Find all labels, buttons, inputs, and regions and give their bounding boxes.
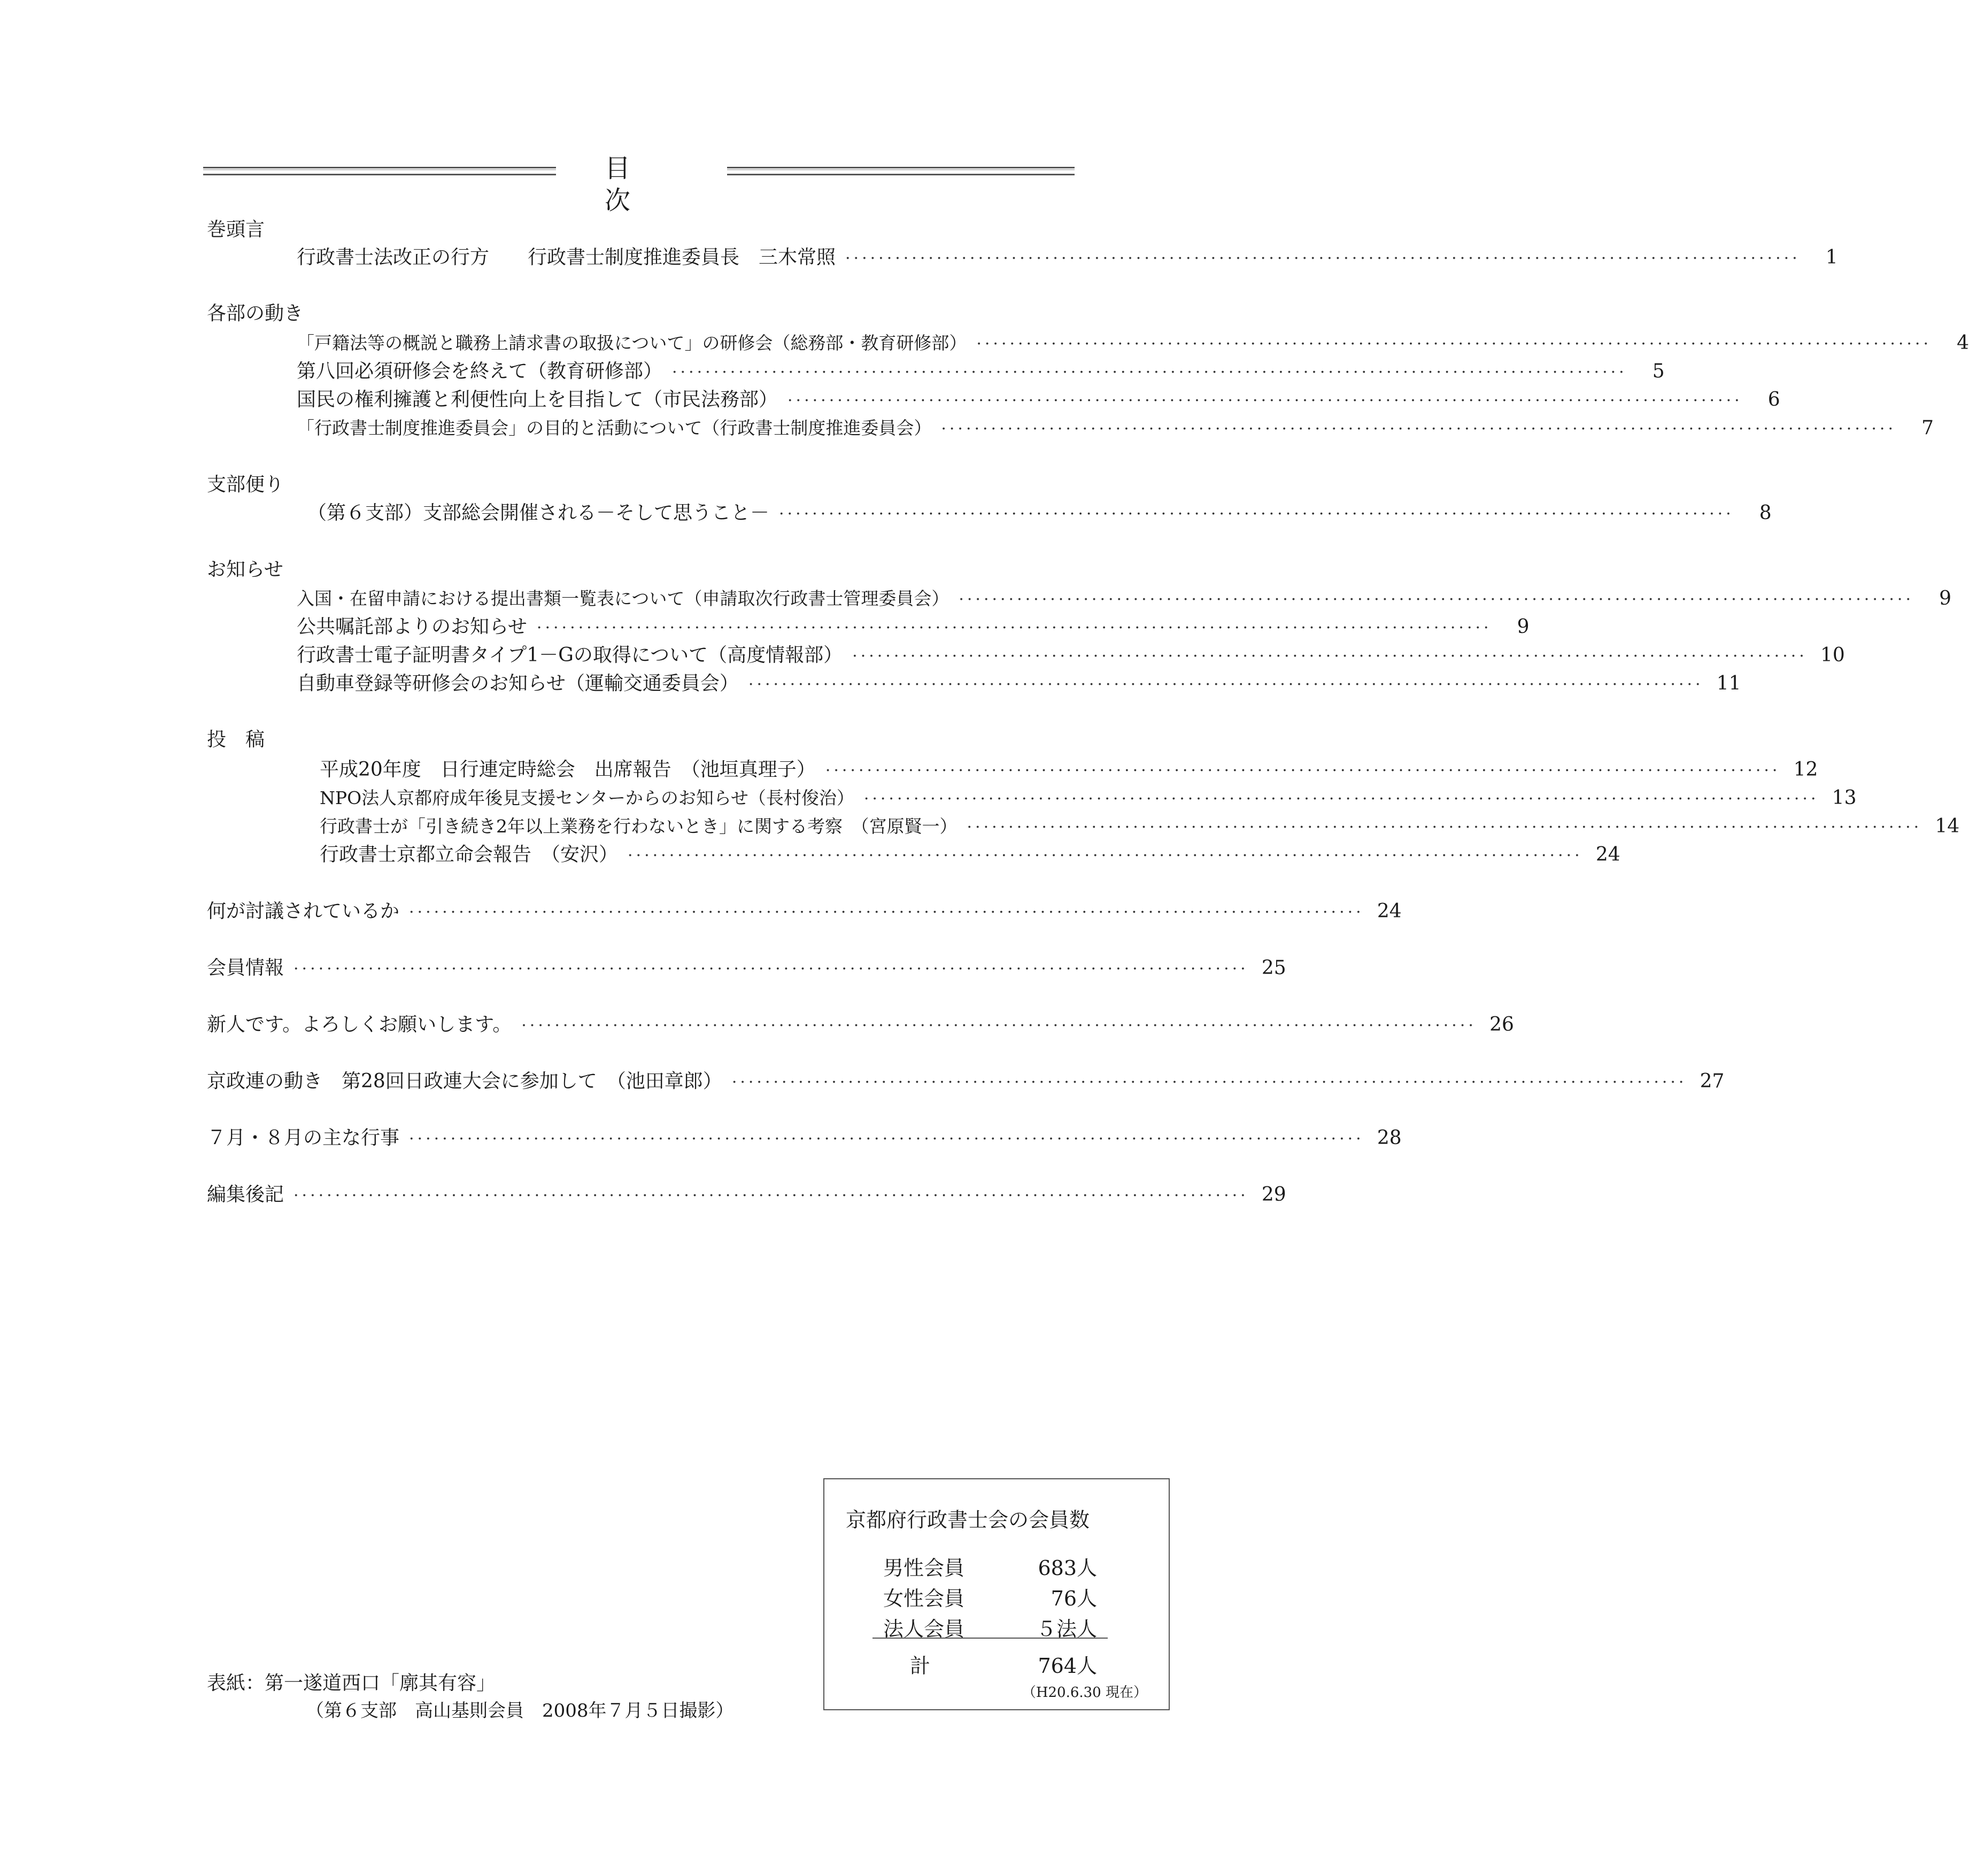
toc-entry[interactable] [297,416,1934,441]
toc-entry-page: 6 [1767,389,1780,411]
toc-entry[interactable] [320,786,1857,811]
toc-entry[interactable] [320,815,1960,839]
toc-entry-page: 4 [1957,332,1969,354]
member-row-value: ５法人 [1036,1617,1097,1641]
toc-entry-label: 行政書士電子証明書タイプ1－Gの取得について（高度情報部） [297,644,843,666]
toc-entry-page: 10 [1820,644,1845,666]
toc-entry[interactable] [297,331,1969,356]
toc-entry-label: NPO法人京都府成年後見支援センターからのお知らせ（長村俊治） [320,788,854,808]
toc-entry-label: 何が討議されているか [207,900,400,922]
member-row-label: 男性会員 [883,1556,965,1580]
toc-entry-page: 9 [1517,616,1530,638]
toc-entry-page: 14 [1935,815,1960,837]
toc-entry[interactable] [297,587,1951,612]
member-row [883,1551,1097,1581]
section-title: 投 稿 [207,729,265,751]
leader-dots: ··················································································································· [959,590,1914,609]
toc-entry-label: 国民の権利擁護と利便性向上を目指して（市民法務部） [297,389,778,411]
toc-entry-label: 第八回必須研修会を終えて（教育研修部） [297,360,663,382]
leader-dots: ··················································································································· [852,647,1808,666]
toc-entry-page: 1 [1825,246,1838,268]
member-count-title: 京都府行政書士会の会員数 [846,1508,1090,1532]
leader-dots: ··················································································································· [748,675,1704,694]
toc-entry-page: 24 [1595,844,1620,866]
toc-entry-label: ７月・８月の主な行事 [207,1127,400,1149]
section-title: 支部便り [207,474,284,496]
toc-entry-page: 25 [1261,957,1286,979]
leader-dots: ··················································································································· [672,363,1627,382]
toc-entry[interactable] [207,956,1286,981]
toc-entry-label: 行政書士京都立命会報告 （安沢） [320,844,619,866]
toc-entry-label: 会員情報 [207,957,284,979]
toc-entry[interactable] [207,1070,1725,1094]
leader-dots: ··················································································································· [409,903,1364,922]
leader-dots: ··················································································································· [787,391,1743,410]
toc-entry-label: 「戸籍法等の概説と職務上請求書の取扱について」の研修会（総務部・教育研修部） [297,333,967,353]
toc-entry[interactable] [207,1126,1402,1151]
toc-entry-label: 編集後記 [207,1184,284,1206]
heading-rule-right [727,167,1075,175]
toc-entry[interactable] [207,1013,1514,1038]
toc-entry[interactable] [320,843,1620,868]
leader-dots: ··················································································································· [294,1186,1249,1205]
toc-entry[interactable] [307,501,1772,526]
toc-entry[interactable] [297,388,1780,413]
toc-entry-label: 公共嘱託部よりのお知らせ [297,616,527,638]
member-row-value: 683人 [1038,1556,1097,1580]
leader-dots: ··················································································································· [825,761,1781,780]
toc-entry-page: 11 [1716,673,1741,694]
member-row-value: 76人 [1051,1587,1097,1610]
toc-entry[interactable] [320,758,1818,783]
toc-entry[interactable] [297,615,1530,640]
toc-entry-page: 9 [1939,588,1951,609]
toc-entry-label: 京政連の動き 第28回日政連大会に参加して （池田章郎） [207,1070,722,1092]
toc-entry-label: 入国・在留申請における提出書類一覧表について（申請取次行政書士管理委員会） [297,588,949,609]
toc-entry-label: 自動車登録等研修会のお知らせ（運輸交通委員会） [297,673,739,694]
leader-dots: ··················································································································· [628,846,1583,865]
leader-dots: ··················································································································· [845,249,1801,268]
member-row-label: 女性会員 [883,1587,965,1610]
total-divider [872,1638,1108,1639]
leader-dots: ··················································································································· [976,335,1932,353]
leader-dots: ··················································································································· [941,420,1896,438]
toc-entry-page: 24 [1377,900,1402,922]
toc-entry[interactable] [297,360,1665,384]
toc-entry-page: 27 [1700,1070,1725,1092]
toc-entry-label: 新人です。よろしくお願いします。 [207,1014,512,1036]
toc-entry-label: 「行政書士制度推進委員会」の目的と活動について（行政書士制度推進委員会） [297,418,932,438]
toc-entry[interactable] [207,1183,1286,1208]
section-title: 各部の動き [207,303,304,325]
toc-entry-page: 7 [1921,417,1934,439]
member-total-label: 計 [910,1654,931,1678]
toc-entry-page: 26 [1489,1014,1514,1036]
toc-entry-page: 29 [1261,1184,1286,1206]
leader-dots: ··················································································································· [967,818,1922,837]
leader-dots: ··················································································································· [536,619,1492,637]
leader-dots: ··················································································································· [521,1016,1477,1035]
cover-credit: （第６支部 高山基則会員 2008年７月５日撮影） [306,1700,734,1721]
toc-entry-page: 12 [1793,759,1818,781]
leader-dots: ··················································································································· [863,790,1819,808]
toc-entry-label: 行政書士が「引き続き2年以上業務を行わないとき」に関する考察 （宮原賢一） [320,816,958,837]
toc-entry-page: 5 [1652,360,1665,382]
toc-heading: 目次 [604,153,689,215]
toc-entry[interactable] [297,246,1838,271]
leader-dots: ··················································································································· [731,1073,1687,1092]
toc-entry-page: 28 [1377,1127,1402,1149]
toc-entry-label: 平成20年度 日行連定時総会 出席報告 （池垣真理子） [320,759,816,781]
toc-entry-page: 8 [1759,502,1772,524]
toc-entry[interactable] [207,900,1402,924]
section-title: お知らせ [207,559,283,581]
member-count-date-note: （H20.6.30 現在） [1022,1685,1147,1701]
member-total-value: 764人 [1038,1654,1097,1678]
toc-entry-page: 13 [1832,787,1857,809]
member-total-row [910,1649,1097,1679]
heading-rule-left [203,167,556,175]
member-row [883,1582,1097,1611]
section-title: 巻頭言 [207,219,265,241]
toc-entry-label: 行政書士法改正の行方 行政書士制度推進委員長 三木常照 [297,246,836,268]
leader-dots: ··················································································································· [779,505,1734,523]
leader-dots: ··················································································································· [409,1130,1364,1148]
leader-dots: ··················································································································· [294,960,1249,978]
member-row-label: 法人会員 [883,1617,965,1641]
toc-entry[interactable] [297,644,1845,668]
cover-caption: 表紙：第一遂道西口「廓其有容」 [207,1672,496,1694]
member-count-box [823,1478,1170,1710]
toc-entry[interactable] [297,672,1741,697]
toc-entry-label: （第６支部）支部総会開催される－そして思うこと－ [307,502,770,524]
